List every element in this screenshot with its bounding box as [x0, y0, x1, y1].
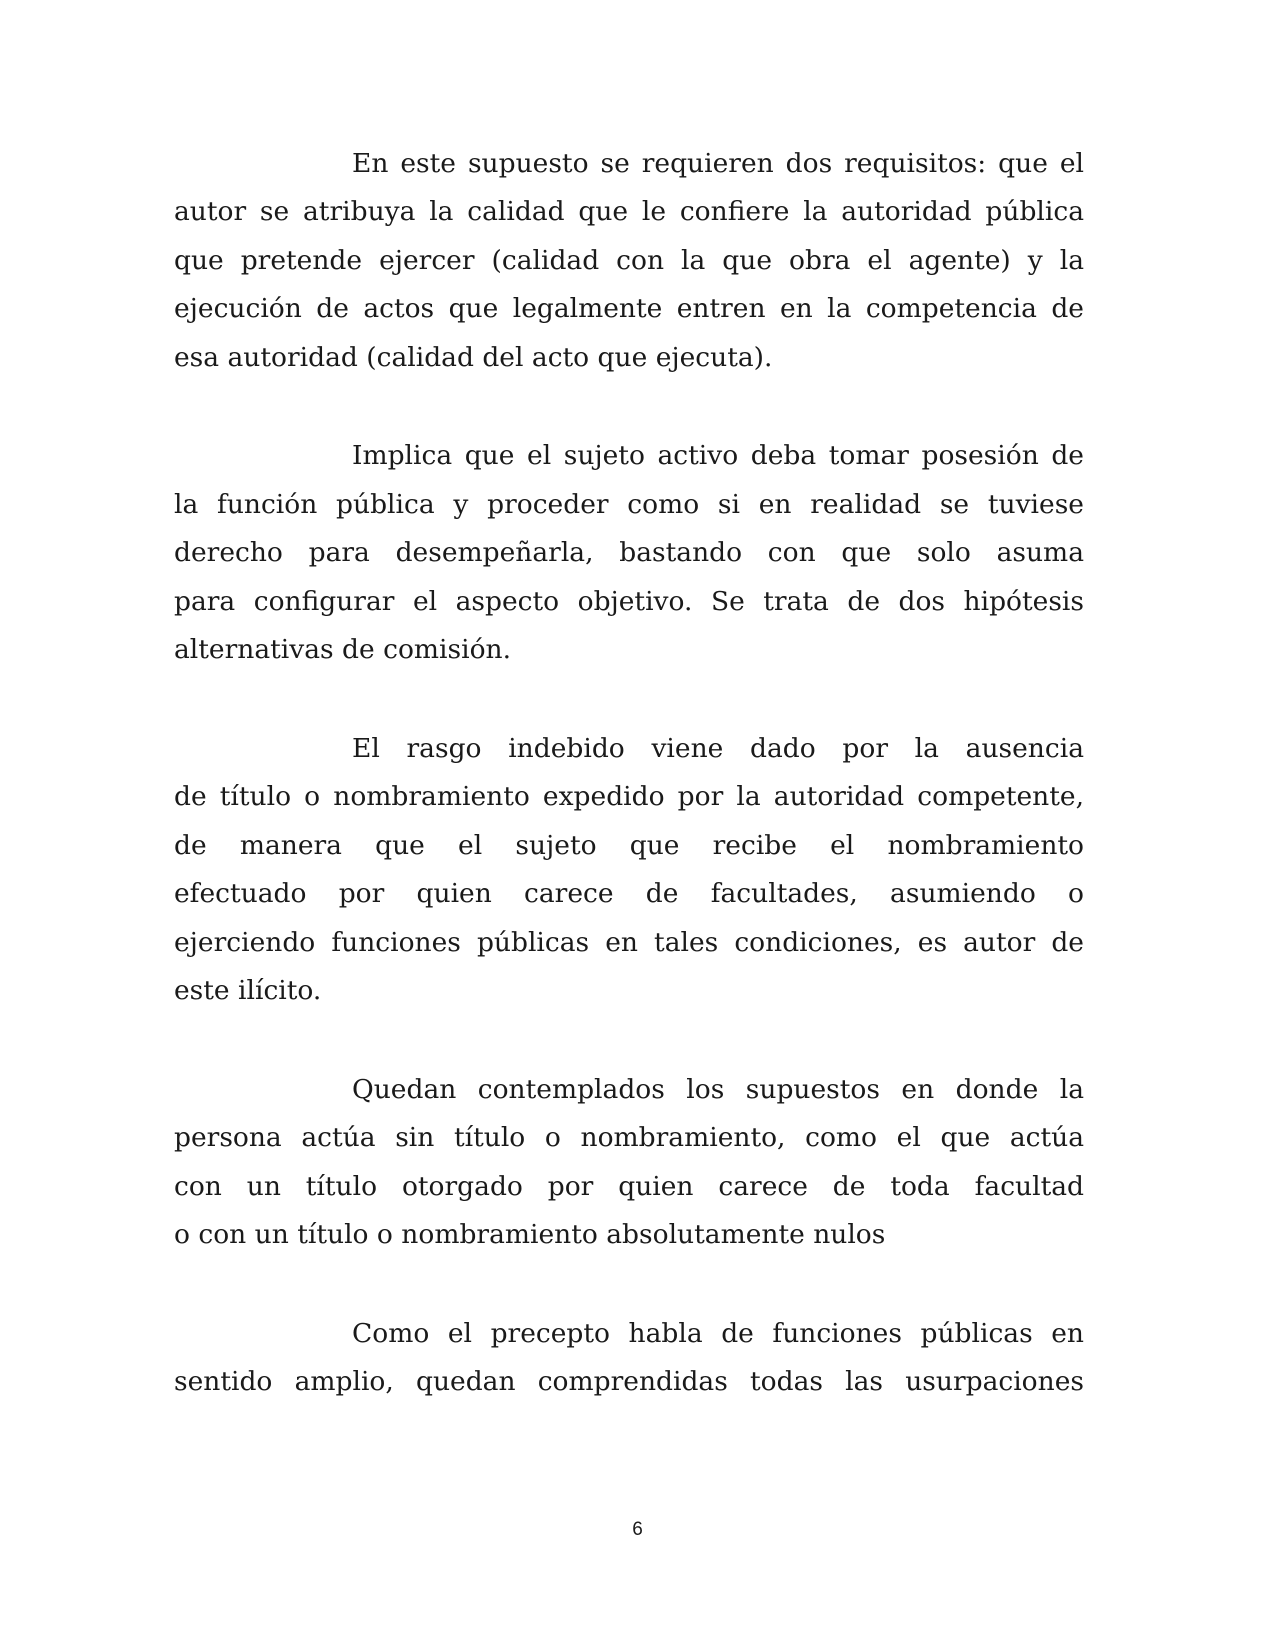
- paragraph-4-line-3: con un título otorgado por quien carece de toda facultad: [174, 1171, 1084, 1202]
- paragraph-3-line-5: ejerciendo funciones públicas en tales condiciones, es autor de: [174, 927, 1084, 958]
- paragraph-2-line-1: Implica que el sujeto activo deba tomar posesión de: [352, 440, 1084, 471]
- paragraph-4-line-1: Quedan contemplados los supuestos en donde la: [352, 1074, 1084, 1105]
- paragraph-3-line-2: de título o nombramiento expedido por la autoridad competente,: [174, 781, 1084, 812]
- paragraph-3-line-4: efectuado por quien carece de facultades, asumiendo o: [174, 878, 1084, 909]
- paragraph-1-line-5: esa autoridad (calidad del acto que ejecuta).: [174, 342, 773, 373]
- paragraph-1-line-2: autor se atribuya la calidad que le confiere la autoridad pública: [174, 196, 1084, 227]
- paragraph-2-line-3: derecho para desempeñarla, bastando con que solo asuma: [174, 537, 1084, 568]
- paragraph-5-line-1: Como el precepto habla de funciones públicas en: [352, 1318, 1084, 1349]
- paragraph-2-line-4: para configurar el aspecto objetivo. Se trata de dos hipótesis: [174, 586, 1084, 617]
- paragraph-4-line-2: persona actúa sin título o nombramiento, como el que actúa: [174, 1122, 1084, 1153]
- paragraph-2-line-5: alternativas de comisión.: [174, 634, 512, 665]
- paragraph-3-line-1: El rasgo indebido viene dado por la ausencia: [352, 733, 1084, 764]
- paragraph-2-line-2: la función pública y proceder como si en realidad se tuviese: [174, 489, 1084, 520]
- paragraph-1-line-4: ejecución de actos que legalmente entren en la competencia de: [174, 293, 1084, 324]
- paragraph-1-line-3: que pretende ejercer (calidad con la que obra el agente) y la: [174, 245, 1084, 276]
- paragraph-3-line-3: de manera que el sujeto que recibe el nombramiento: [174, 830, 1084, 861]
- paragraph-3-line-6: este ilícito.: [174, 975, 322, 1006]
- paragraph-1-line-1: En este supuesto se requieren dos requisitos: que el: [352, 148, 1084, 179]
- page-number: 6: [632, 1519, 643, 1540]
- paragraph-5-line-2: sentido amplio, quedan comprendidas todas las usurpaciones: [174, 1366, 1084, 1397]
- paragraph-4-line-4: o con un título o nombramiento absolutamente nulos: [174, 1219, 886, 1250]
